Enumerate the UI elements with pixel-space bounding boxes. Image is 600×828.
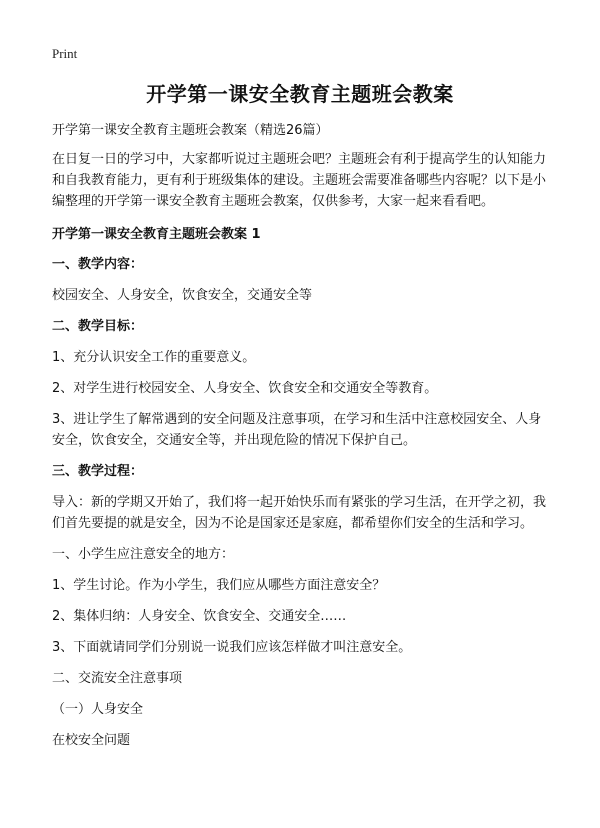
print-label: Print [52, 46, 78, 61]
goal-item: 2、对学生进行校园安全、人身安全、饮食安全和交通安全等教育。 [52, 381, 438, 396]
step-item: 3、下面就请同学们分别说一说我们应该怎样做才叫注意安全。 [52, 640, 412, 655]
intro-paragraph: 在日复一日的学习中，大家都听说过主题班会吧？主题班会有利于提高学生的认知能力和自我教育能力，更有利于班级集体的建设。主题班会需要准备哪些内容呢？以下是小编整理的开学第一课安全教育主题班会教案，仅供参考，大家一起来看看吧。 [52, 152, 547, 209]
page-title: 开学第一课安全教育主题班会教案 [146, 82, 454, 106]
goal-item: 3、进让学生了解常遇到的安全问题及注意事项，在学习和生活中注意校园安全、人身安全，饮食安全，交通安全等，并出现危险的情况下保护自己。 [52, 412, 542, 448]
part-heading: 一、小学生应注意安全的地方： [52, 547, 235, 562]
section-heading-content: 一、教学内容： [52, 257, 144, 272]
goal-item: 1、充分认识安全工作的重要意义。 [52, 350, 256, 365]
step-item: 1、学生讨论。作为小学生，我们应从哪些方面注意安全？ [52, 578, 386, 593]
subsection-heading: （一）人身安全 [52, 702, 144, 717]
section-content-text: 校园安全、人身安全，饮食安全，交通安全等 [52, 288, 313, 303]
lead-in-paragraph: 导入：新的学期又开始了，我们将一起开始快乐而有紧张的学习生活，在开学之初，我们首先要提的就是安全，因为不论是国家还是家庭，都希望你们安全的生活和学习。 [52, 495, 547, 531]
lesson-heading: 开学第一课安全教育主题班会教案 1 [52, 227, 261, 242]
document-subtitle: 开学第一课安全教育主题班会教案（精选26篇） [52, 123, 329, 138]
subsection-item: 在校安全问题 [52, 733, 131, 748]
section-heading-process: 三、教学过程： [52, 464, 144, 479]
step-item: 2、集体归纳：人身安全、饮食安全、交通安全…… [52, 609, 347, 624]
part-heading: 二、交流安全注意事项 [52, 671, 183, 686]
document-body [52, 120, 552, 761]
section-heading-goals: 二、教学目标： [52, 319, 144, 334]
